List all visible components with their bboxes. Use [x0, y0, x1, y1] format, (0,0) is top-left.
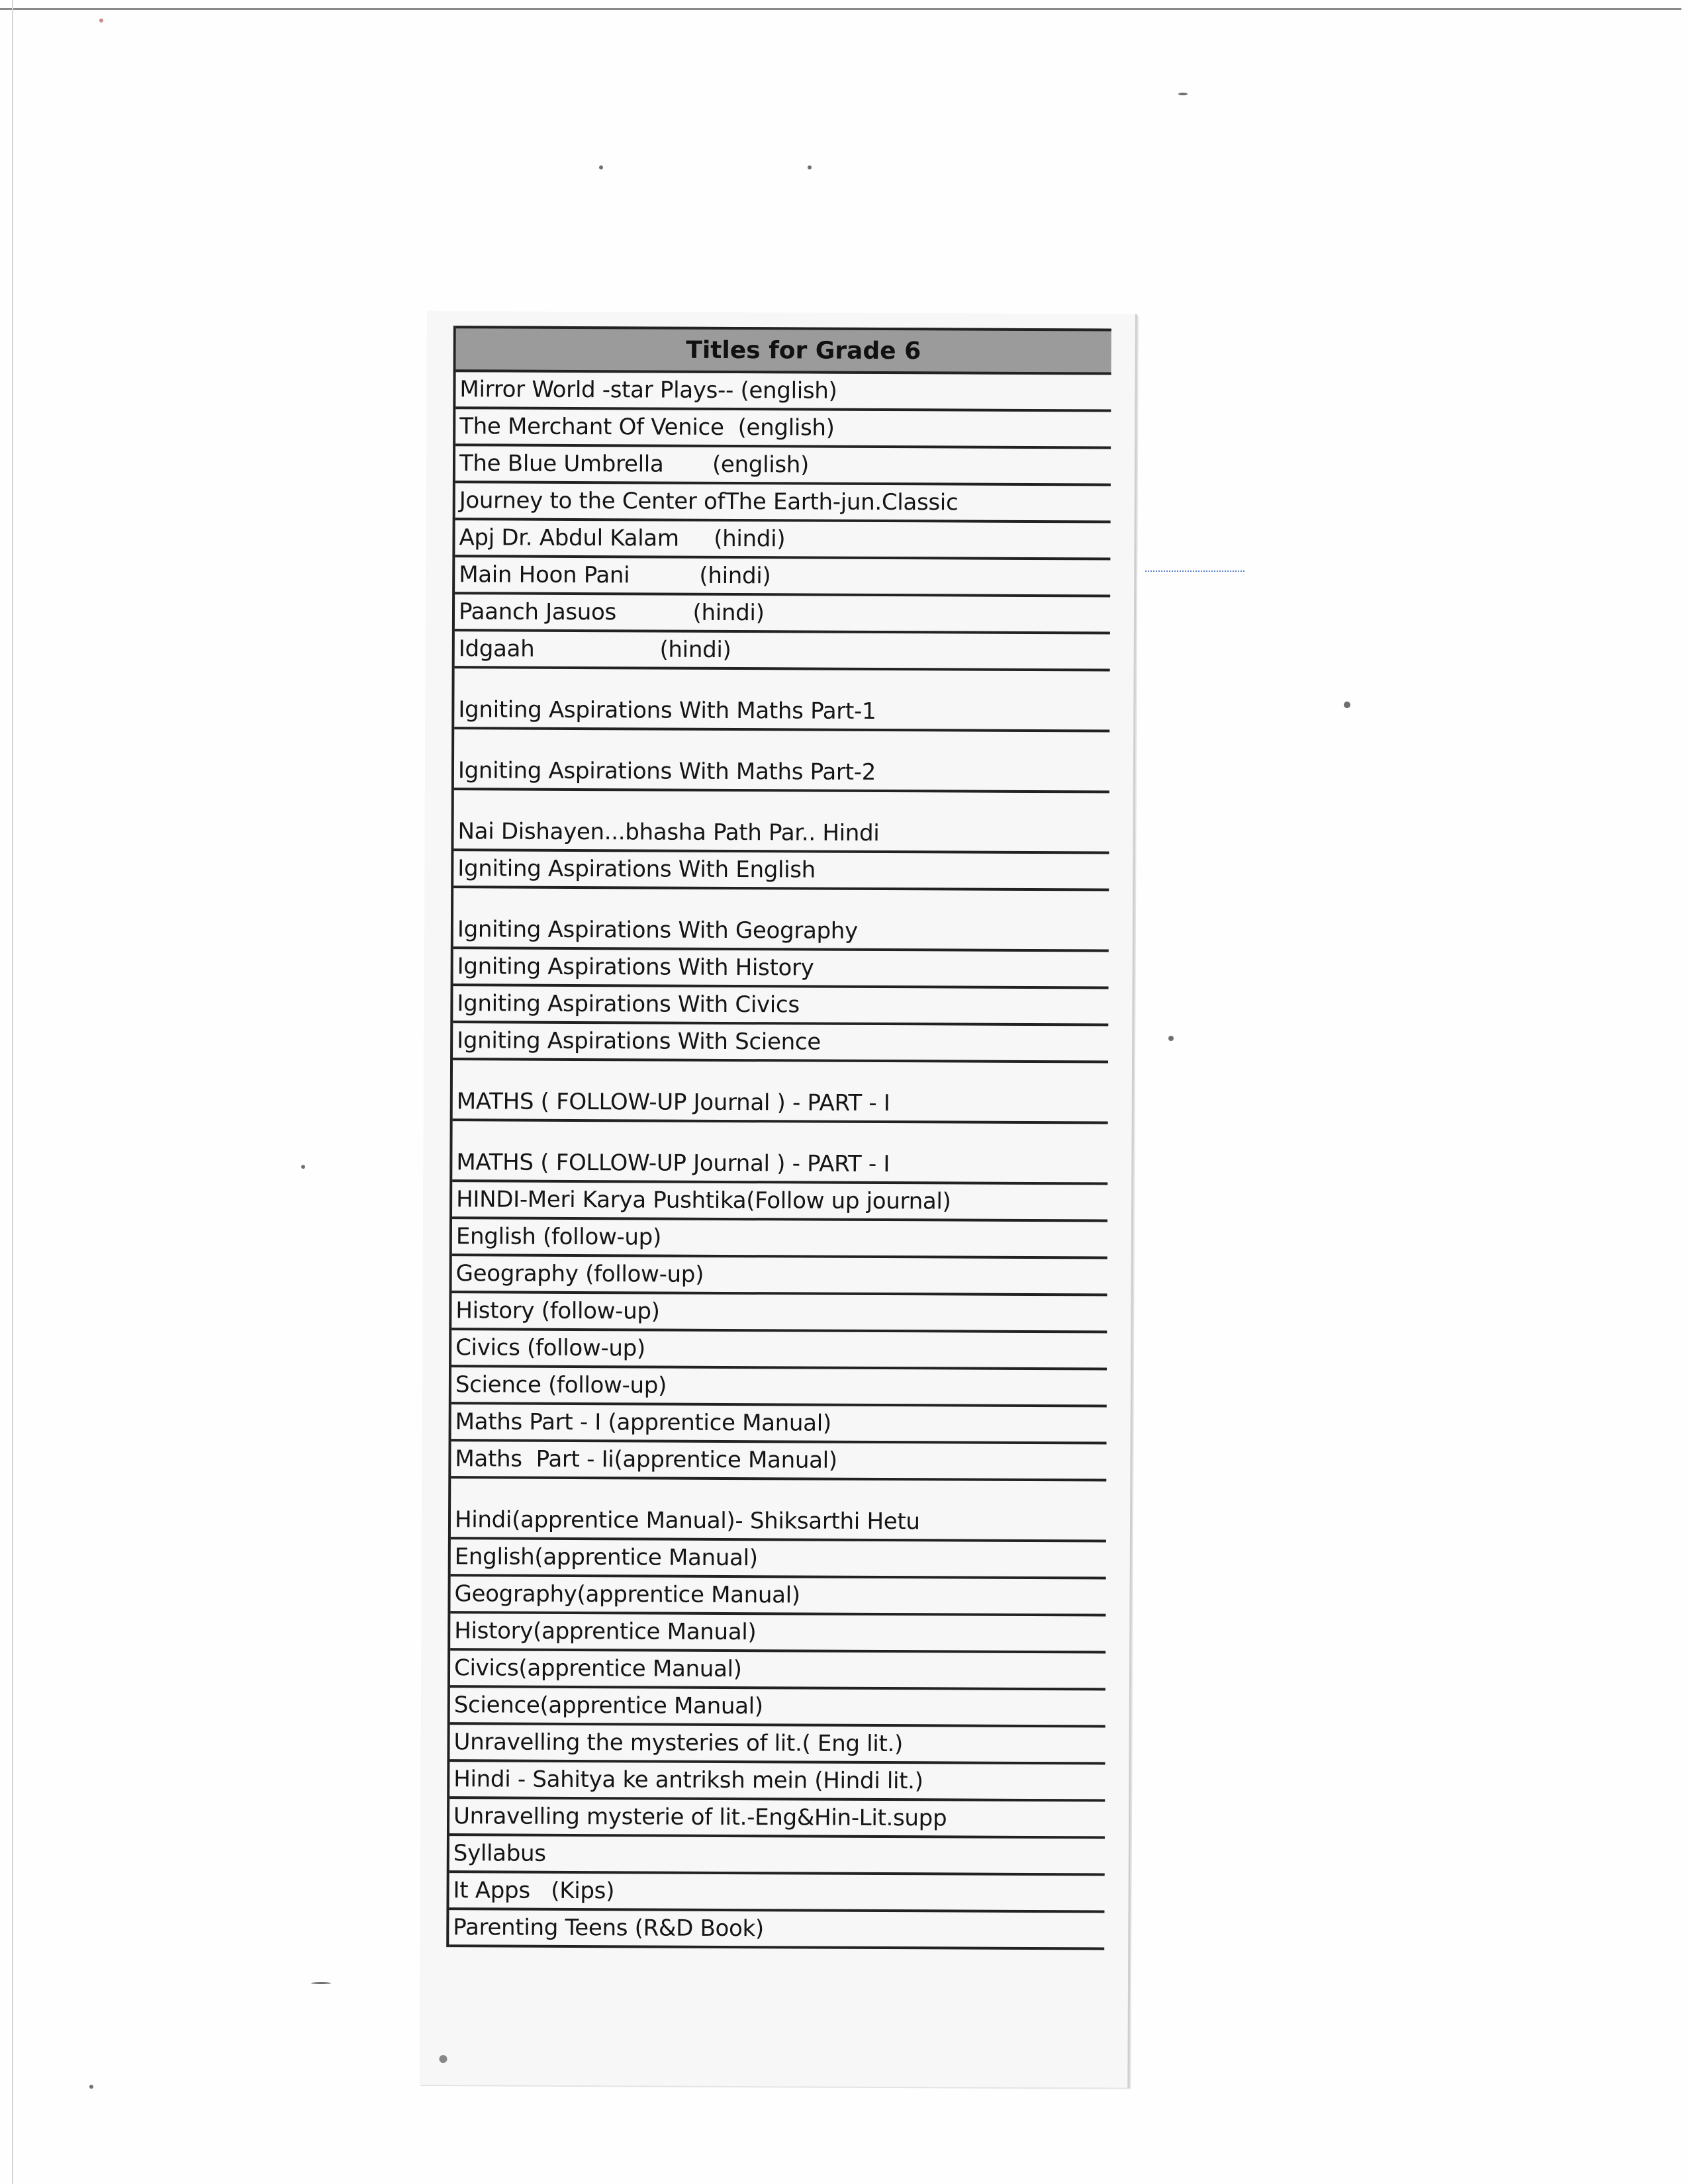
- row-title: Geography(apprentice Manual): [454, 1580, 800, 1609]
- table-title: Titles for Grade 6: [686, 336, 921, 365]
- row-title: Hindi - Sahitya ke antriksh mein (Hindi lit.): [453, 1766, 923, 1795]
- row-title: Igniting Aspirations With Geography: [457, 916, 859, 944]
- table-row: [449, 1762, 1105, 1801]
- table-header: [456, 326, 1111, 375]
- row-title: Mirror World -star Plays-- (english): [459, 376, 837, 404]
- table-row: [453, 949, 1109, 989]
- table-row: [449, 1873, 1104, 1913]
- row-title: Maths Part - Ii(apprentice Manual): [455, 1445, 837, 1474]
- pin-mark: [439, 2055, 447, 2063]
- row-title: Hindi(apprentice Manual)- Shiksarthi Hetu: [454, 1506, 920, 1535]
- table-row: [453, 1060, 1108, 1124]
- row-title: Science(apprentice Manual): [453, 1692, 763, 1720]
- row-title: HINDI-Meri Karya Pushtika(Follow up journal): [456, 1186, 951, 1215]
- table-row: [455, 409, 1111, 449]
- table-row: [452, 1182, 1107, 1222]
- row-title: Igniting Aspirations With Maths Part-1: [458, 696, 876, 725]
- table-row: [453, 888, 1109, 952]
- paper-strip: [419, 311, 1137, 2088]
- scan-speck: [808, 165, 812, 169]
- table-row: [455, 594, 1110, 634]
- row-title: MATHS ( FOLLOW-UP Journal ) - PART - I: [456, 1088, 890, 1117]
- scan-speck: [1168, 1036, 1174, 1041]
- table-row: [452, 1219, 1107, 1259]
- row-title: Apj Dr. Abdul Kalam (hindi): [459, 524, 786, 553]
- table-row: [450, 1688, 1105, 1727]
- row-title: Idgaah (hindi): [458, 635, 731, 664]
- row-title: English(apprentice Manual): [454, 1543, 758, 1572]
- row-title: Igniting Aspirations With Science: [457, 1027, 821, 1056]
- row-title: Main Hoon Pani (hindi): [459, 561, 771, 590]
- row-title: History (follow-up): [455, 1297, 660, 1325]
- table-row: [451, 1367, 1107, 1407]
- row-title: Unravelling the mysteries of lit.( Eng lit.): [453, 1729, 904, 1758]
- pen-mark: [1145, 570, 1244, 577]
- table-row: [449, 1836, 1105, 1876]
- row-title: Igniting Aspirations With History: [457, 953, 814, 981]
- table-row: [454, 729, 1109, 793]
- row-title: History(apprentice Manual): [454, 1617, 757, 1646]
- scan-speck: [599, 165, 603, 169]
- row-title: MATHS ( FOLLOW-UP Journal ) - PART - I: [456, 1149, 890, 1178]
- table-row: [450, 1614, 1105, 1653]
- scan-speck: [301, 1165, 305, 1169]
- table-row: [452, 1121, 1107, 1185]
- scan-speck: [99, 19, 103, 23]
- table-row: [449, 1799, 1105, 1839]
- row-title: Paanch Jasuos (hindi): [458, 598, 765, 627]
- table-row: [453, 986, 1108, 1026]
- table-row: [452, 1256, 1107, 1296]
- row-title: Unravelling mysterie of lit.-Eng&Hin-Lit.supp: [453, 1803, 947, 1832]
- row-title: The Merchant Of Venice (english): [459, 413, 835, 441]
- table-body: [449, 372, 1111, 1950]
- table-row: [450, 1651, 1105, 1690]
- table-row: [455, 446, 1111, 486]
- table-row: [455, 520, 1110, 560]
- table-row: [449, 1725, 1105, 1764]
- row-title: Science (follow-up): [455, 1371, 667, 1399]
- table-row: [451, 1330, 1107, 1370]
- table-row: [450, 1576, 1105, 1616]
- row-title: Journey to the Center ofThe Earth-jun.Classic: [459, 487, 959, 516]
- table-row: [451, 1539, 1106, 1579]
- scan-speck: [1178, 93, 1188, 95]
- row-title: Syllabus: [453, 1840, 546, 1867]
- row-title: Igniting Aspirations With English: [457, 855, 816, 884]
- row-title: Nai Dishayen...bhasha Path Par.. Hindi: [457, 818, 880, 846]
- table-row: [451, 1441, 1106, 1481]
- scan-speck: [311, 1982, 331, 1984]
- titles-table: [446, 326, 1111, 1950]
- row-title: Maths Part - I (apprentice Manual): [455, 1408, 831, 1437]
- row-title: Geography (follow-up): [455, 1260, 704, 1288]
- table-row: [455, 557, 1110, 597]
- scanner-frame-left: [12, 0, 13, 2184]
- scanner-frame-top: [0, 8, 1681, 10]
- table-row: [449, 1910, 1104, 1950]
- row-title: Civics (follow-up): [455, 1334, 646, 1362]
- row-title: Igniting Aspirations With Civics: [457, 990, 800, 1019]
- table-row: [453, 790, 1109, 854]
- row-title: Igniting Aspirations With Maths Part-2: [457, 757, 876, 786]
- scan-speck: [89, 2085, 93, 2089]
- scan-speck: [1344, 702, 1350, 708]
- table-row: [451, 1479, 1106, 1542]
- row-title: Civics(apprentice Manual): [453, 1655, 742, 1683]
- row-title: English (follow-up): [455, 1223, 662, 1251]
- row-title: The Blue Umbrella (english): [459, 450, 810, 478]
- table-row: [453, 1023, 1108, 1063]
- table-row: [451, 1404, 1107, 1444]
- row-title: Parenting Teens (R&D Book): [453, 1914, 765, 1942]
- table-row: [455, 483, 1111, 523]
- table-row: [451, 1293, 1107, 1333]
- row-title: It Apps (Kips): [453, 1877, 615, 1905]
- table-row: [455, 372, 1111, 412]
- table-row: [455, 631, 1110, 671]
- table-row: [454, 668, 1109, 732]
- table-row: [453, 851, 1109, 891]
